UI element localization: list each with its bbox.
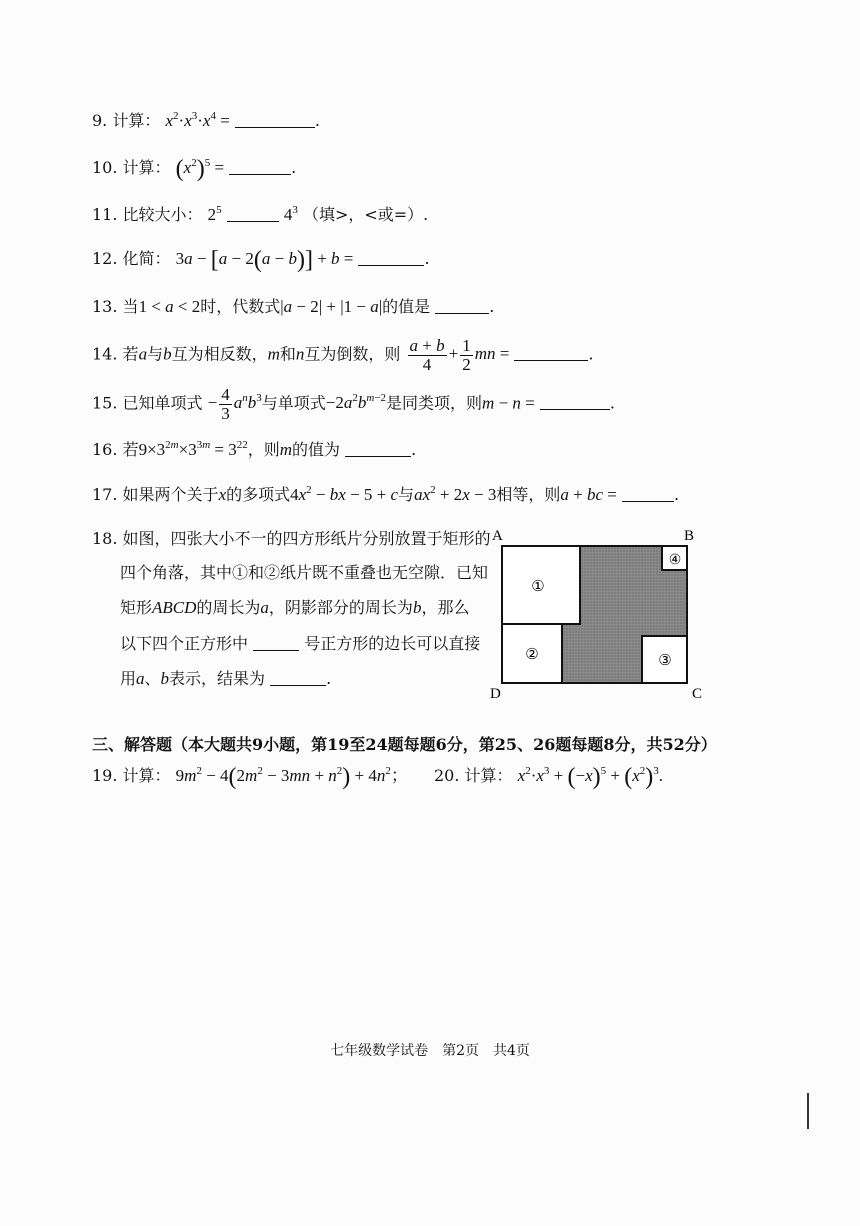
question-14: 14. 若a与b互为相反数，m和n互为倒数，则 $\frac{a + b}{4}$ + $\frac{1}{2}$ mn = . xyxy=(92,336,594,374)
q10-number: 10. xyxy=(92,158,118,177)
q15-number: 15. xyxy=(92,393,118,413)
question-17: 17. 如果两个关于x的多项式$4x^2$ − bx − 5 + c与$ax^2 + 2x - 3$相等，则a + bc = . xyxy=(92,484,680,504)
corner-c: C xyxy=(692,686,703,702)
q11-left: $2^5$ xyxy=(207,204,222,224)
corner-d: D xyxy=(490,686,501,702)
question-10 xyxy=(92,156,296,181)
q20-expression: $x^2\cdot x^3 + (-x)^5 + (x^2)^3$. xyxy=(517,764,664,790)
answer-blank[interactable] xyxy=(235,111,315,128)
q9-number: 9. xyxy=(92,111,108,130)
q16-equation: $9\times 3^{2m}\times 3^{3m} = 3^{22}$ xyxy=(138,439,248,459)
square-1-label: ① xyxy=(531,579,545,595)
q12-expression: 3a − [a − 2(a − b)] + b = xyxy=(175,247,354,273)
section-heading: 三、解答题（本大题共9小题，第19至24题每题6分，第25、26题每题8分，共52分） xyxy=(92,735,717,754)
answer-blank[interactable] xyxy=(540,393,610,410)
q12-number: 12. xyxy=(92,249,118,268)
q13-number: 13. xyxy=(92,297,118,316)
q19-expression: $9m^2 - 4(2m^2 - 3mn + n^2) + 4n^2$； xyxy=(175,764,408,790)
question-18-line-5: 用a、b表示，结果为 . xyxy=(120,669,332,688)
q10-expression: $(x^2)^5$ = xyxy=(175,156,225,182)
q15-monomial-2: $-2a^2b^{m-2}$ xyxy=(325,392,387,413)
question-19: 19. 计算： $9m^2 - 4(2m^2 - 3mn + n^2) + 4n^2$； xyxy=(92,764,408,790)
q10-tail: . xyxy=(291,158,297,177)
q17-number: 17. xyxy=(92,485,118,504)
q13-lead: 当 xyxy=(122,297,139,316)
q16-number: 16. xyxy=(92,440,118,459)
scan-edge-mark xyxy=(807,1093,809,1129)
answer-blank[interactable] xyxy=(514,344,588,361)
answer-blank[interactable] xyxy=(227,205,279,222)
q14-expression: $\frac{a + b}{4}$ + $\frac{1}{2}$ mn = xyxy=(409,336,510,374)
question-18-line-4: 以下四个正方形中 号正方形的边长可以直接 xyxy=(120,634,481,653)
question-20: 20. 计算： $x^2\cdot x^3 + (-x)^5 + (x^2)^3$. xyxy=(434,764,664,790)
q12-tail: . xyxy=(424,249,430,268)
q12-lead: 化简： xyxy=(122,249,171,268)
q13-condition: 1 < a < 2 xyxy=(138,297,201,316)
q11-right: $4^3$ xyxy=(283,204,298,224)
q17-poly-2: $ax^2 + 2x - 3$ xyxy=(414,484,497,504)
question-9 xyxy=(92,109,320,133)
q10-lead: 计算： xyxy=(122,158,171,177)
q9-expression: $x^2\cdot x^3\cdot x^4$ = xyxy=(165,110,230,130)
q13-mid: 时，代数式 xyxy=(200,297,281,316)
answer-blank[interactable] xyxy=(253,634,299,651)
q15-monomial-1: − $\frac{4}{3}$ $a^nb^3$ xyxy=(207,385,262,423)
q13-tail: . xyxy=(489,297,495,316)
rectangle-figure xyxy=(488,526,708,704)
answer-blank[interactable] xyxy=(229,158,291,175)
question-18-line-1: 18. 如图，四张大小不一的四方形纸片分别放置于矩形的 xyxy=(92,529,491,548)
square-2-label: ② xyxy=(525,647,539,663)
q20-number: 20. xyxy=(434,766,460,785)
q11-number: 11. xyxy=(92,205,118,224)
q13-expression: |a − 2| + |1 − a| xyxy=(280,297,383,316)
q19-number: 19. xyxy=(92,766,118,785)
question-18-line-3: 矩形ABCD的周长为a，阴影部分的周长为b，那么 xyxy=(120,598,470,617)
page-footer: 七年级数学试卷 第2页 共4页 xyxy=(330,1043,530,1059)
question-11 xyxy=(92,203,428,227)
q17-poly-1: $4x^2$ − bx − 5 + c xyxy=(290,484,399,504)
q14-number: 14. xyxy=(92,344,118,364)
corner-b: B xyxy=(684,528,695,544)
question-12 xyxy=(92,247,430,272)
answer-blank[interactable] xyxy=(345,440,411,457)
q11-hint: （填>，<或=）. xyxy=(302,205,429,224)
q9-lead: 计算： xyxy=(112,111,161,130)
q18-number: 18. xyxy=(92,529,118,548)
question-18-line-2: 四个角落，其中①和②纸片既不重叠也无空隙．已知 xyxy=(120,563,489,582)
question-13 xyxy=(92,295,494,319)
question-15: 15. 已知单项式 − $\frac{4}{3}$ $a^nb^3$与单项式$-2a^2b^{m-2}$是同类项，则m − n = . xyxy=(92,385,615,423)
answer-blank[interactable] xyxy=(358,249,424,266)
q11-lead: 比较大小： xyxy=(122,205,203,224)
square-4-label: ④ xyxy=(668,553,682,568)
q13-after: 的值是 xyxy=(382,297,431,316)
question-16: 16. 若$9\times 3^{2m}\times 3^{3m} = 3^{22}$，则m的值为 . xyxy=(92,439,417,459)
answer-blank[interactable] xyxy=(622,485,674,502)
corner-a: A xyxy=(492,528,503,544)
q9-tail: . xyxy=(314,111,320,130)
answer-blank[interactable] xyxy=(435,297,489,314)
answer-blank[interactable] xyxy=(270,669,326,686)
square-3-label: ③ xyxy=(658,653,672,669)
